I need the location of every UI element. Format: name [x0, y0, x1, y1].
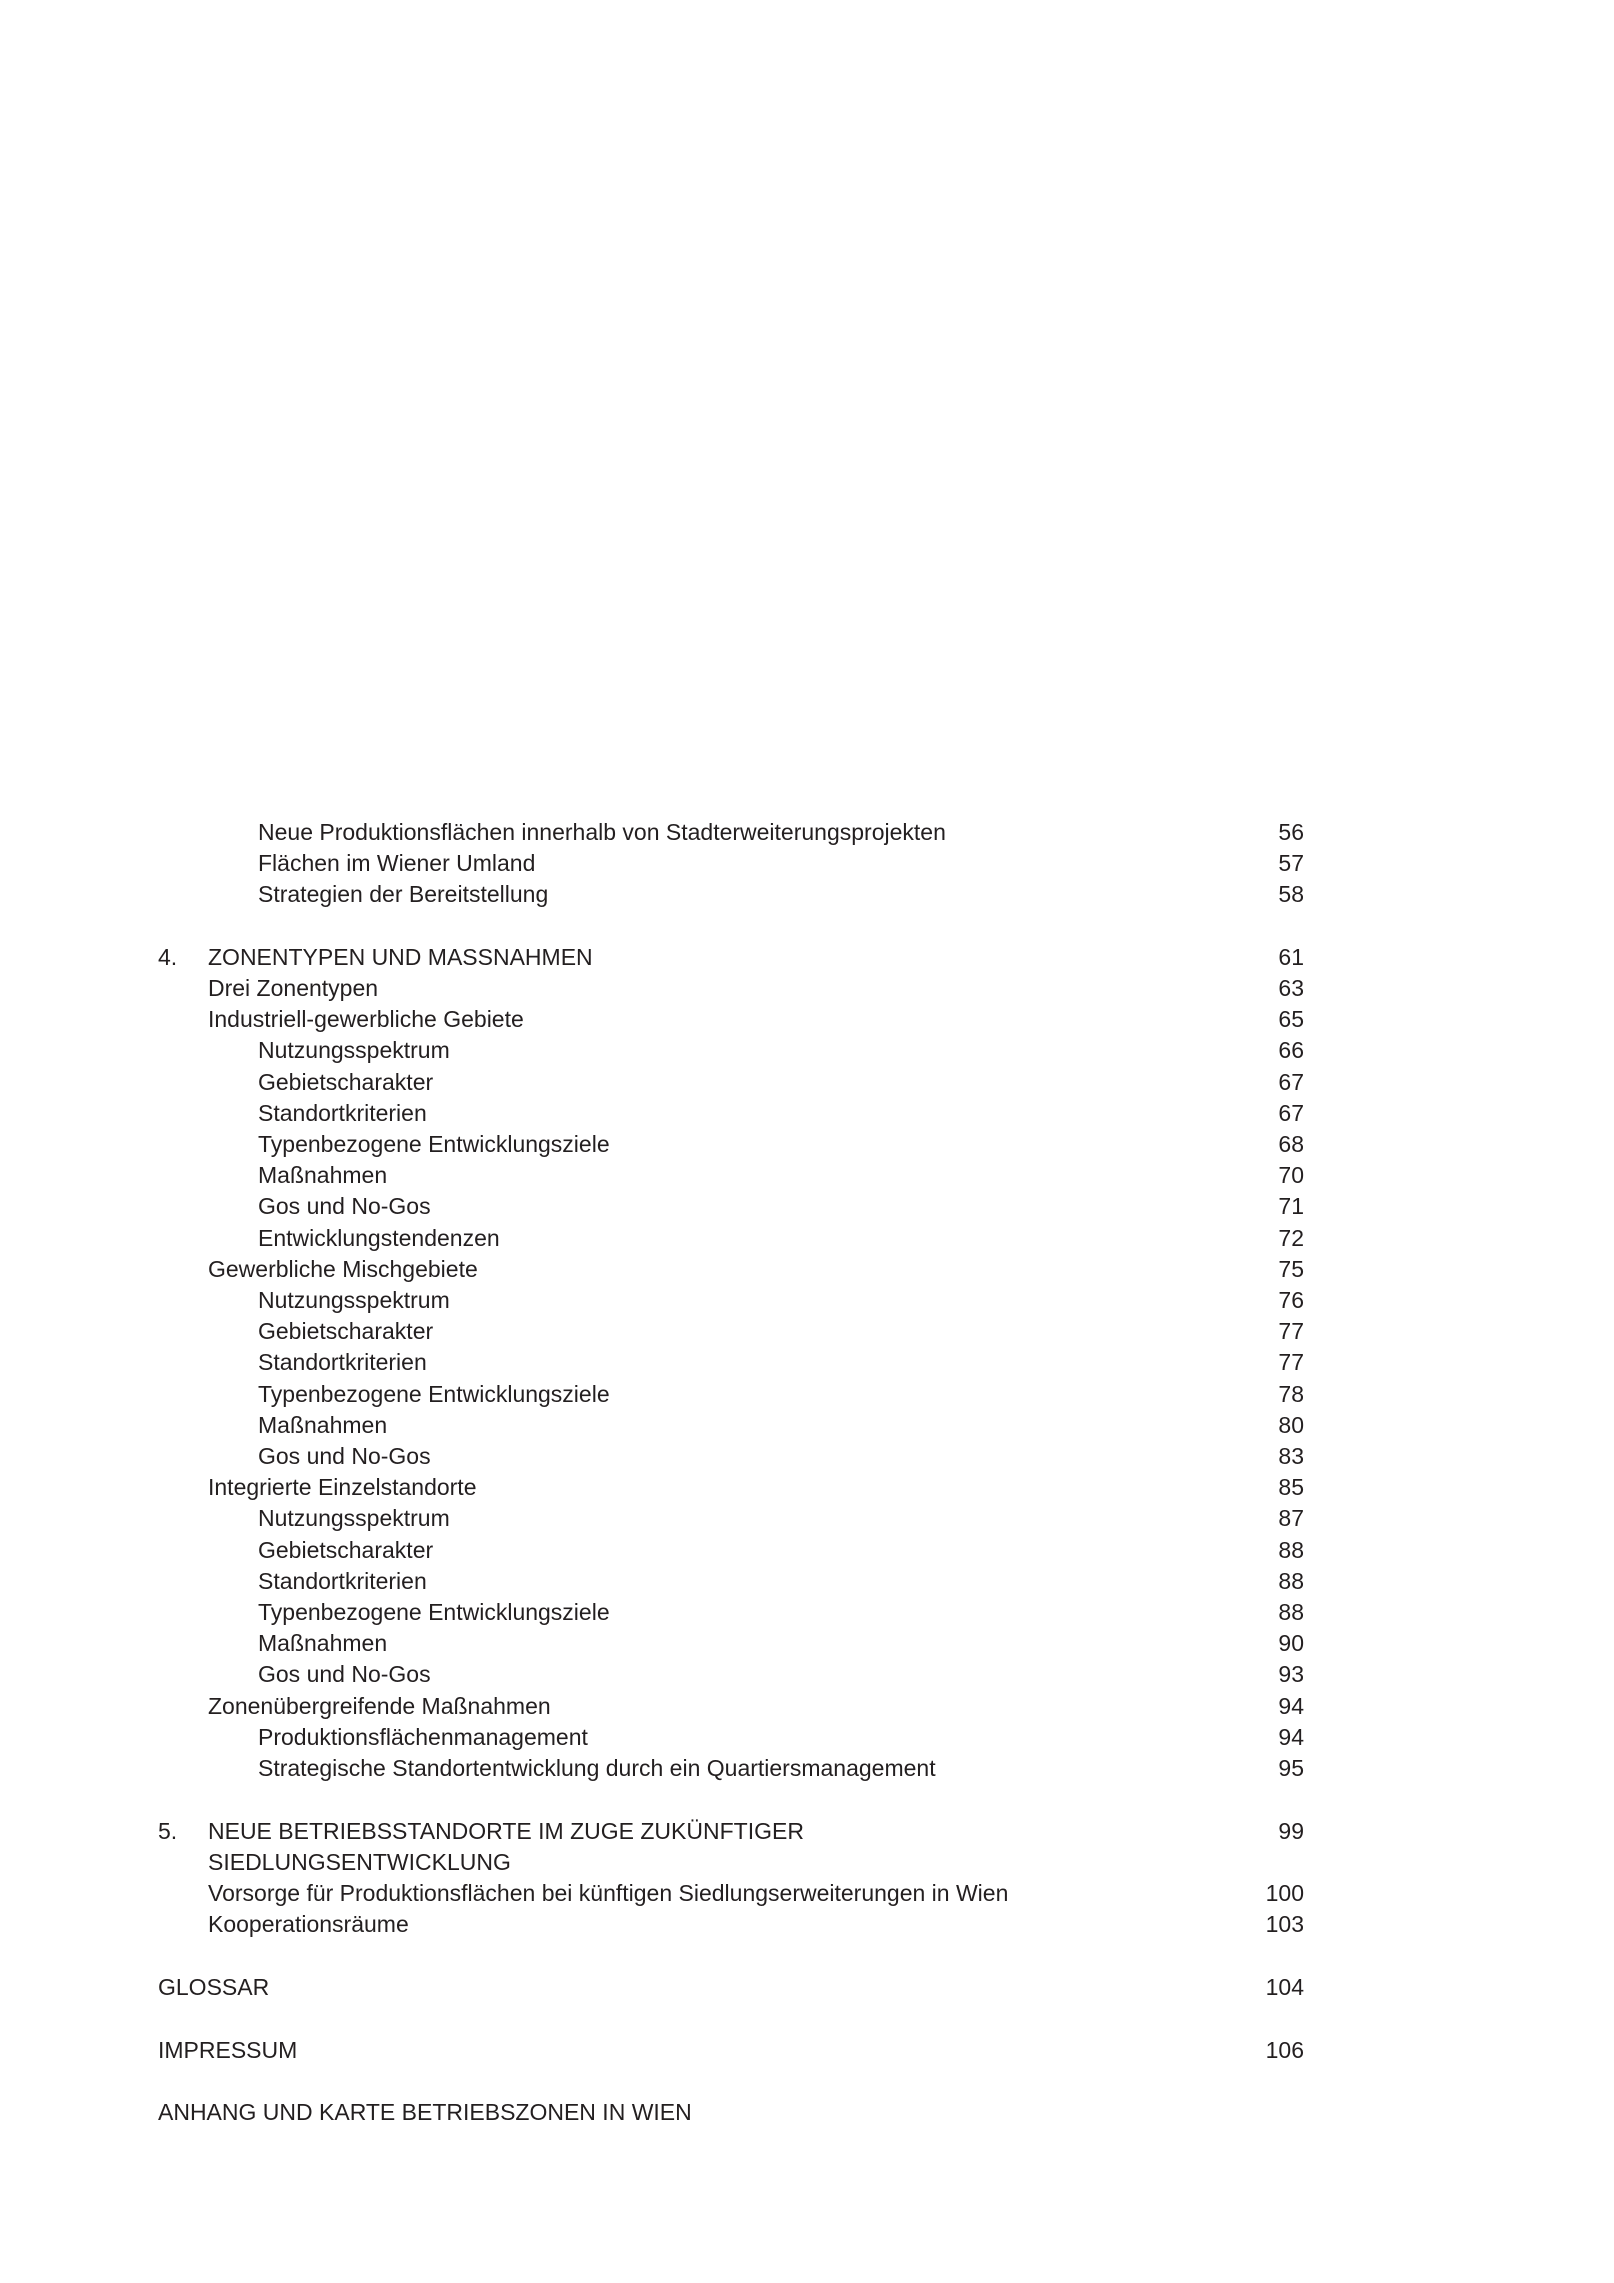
toc-entry	[0, 1034, 1614, 1066]
toc-entry-page: 88	[1278, 1599, 1304, 1625]
toc-section-glossar	[0, 1971, 1614, 2003]
toc-entry	[0, 1284, 1614, 1316]
toc-entry-page: 61	[1278, 944, 1304, 970]
toc-entry-page: 67	[1278, 1100, 1304, 1126]
toc-entry-title: Maßnahmen	[258, 1630, 388, 1656]
toc-entry-title: Integrierte Einzelstandorte	[208, 1474, 477, 1500]
toc-entry-title: Nutzungsspektrum	[258, 1287, 450, 1313]
toc-chapter-title-continued: SIEDLUNGSENTWICKLUNG	[208, 1849, 511, 1875]
toc-entry-title: Entwicklungstendenzen	[258, 1225, 500, 1251]
toc-entry-title: Maßnahmen	[258, 1162, 388, 1188]
toc-entry-title: Standortkriterien	[258, 1100, 427, 1126]
toc-section-impressum	[0, 2034, 1614, 2066]
toc-entry	[0, 1534, 1614, 1566]
toc-entry-page: 63	[1278, 975, 1304, 1001]
toc-entry-title: Gebietscharakter	[258, 1537, 434, 1563]
toc-entry	[0, 1315, 1614, 1347]
toc-chapter-4	[0, 941, 1614, 973]
toc-entry-page: 77	[1278, 1349, 1304, 1375]
toc-entry-title: Industriell-gewerbliche Gebiete	[208, 1006, 524, 1032]
toc-entry-page: 94	[1278, 1724, 1304, 1750]
toc-entry-page: 99	[1278, 1818, 1304, 1844]
toc-entry-title: Typenbezogene Entwicklungsziele	[258, 1599, 610, 1625]
toc-entry-title: Nutzungsspektrum	[258, 1037, 450, 1063]
toc-entry-title: Gos und No-Gos	[258, 1443, 431, 1469]
toc-entry	[0, 1003, 1614, 1035]
toc-entry-page: 80	[1278, 1412, 1304, 1438]
toc-entry	[0, 878, 1614, 910]
toc-entry	[0, 1690, 1614, 1722]
toc-entry	[0, 1502, 1614, 1534]
toc-chapter-title: ZONENTYPEN UND MASSNAHMEN	[208, 944, 593, 970]
toc-entry-page: 75	[1278, 1256, 1304, 1282]
toc-entry	[0, 1159, 1614, 1191]
toc-entry-page: 66	[1278, 1037, 1304, 1063]
toc-entry-page: 93	[1278, 1661, 1304, 1687]
toc-section-anhang	[0, 2096, 1614, 2128]
toc-entry-page: 88	[1278, 1568, 1304, 1594]
toc-entry	[0, 1346, 1614, 1378]
toc-entry-title: Strategische Standortentwicklung durch ein Quartiersmanagement	[258, 1755, 936, 1781]
toc-entry-page: 106	[1265, 2037, 1304, 2063]
toc-entry-page: 90	[1278, 1630, 1304, 1656]
toc-entry-page: 56	[1278, 819, 1304, 845]
toc-entry	[0, 1877, 1614, 1909]
toc-entry	[0, 1253, 1614, 1285]
toc-chapter-number: 4.	[158, 944, 178, 970]
toc-entry	[0, 1222, 1614, 1254]
toc-entry-title: Gebietscharakter	[258, 1318, 434, 1344]
toc-entry-page: 104	[1265, 1974, 1304, 2000]
toc-entry-title: Kooperationsräume	[208, 1911, 409, 1937]
toc-entry	[0, 1409, 1614, 1441]
toc-entry-title: Drei Zonentypen	[208, 975, 379, 1001]
toc-entry	[0, 1378, 1614, 1410]
toc-entry	[0, 1066, 1614, 1098]
toc-entry-title: Typenbezogene Entwicklungsziele	[258, 1131, 610, 1157]
toc-entry-page: 58	[1278, 881, 1304, 907]
toc-entry-page: 87	[1278, 1505, 1304, 1531]
toc-entry-title: GLOSSAR	[158, 1974, 270, 2000]
toc-entry-title: Produktionsflächenmanagement	[258, 1724, 588, 1750]
toc-entry	[0, 1440, 1614, 1472]
toc-entry-title: IMPRESSUM	[158, 2037, 298, 2063]
toc-entry	[0, 972, 1614, 1004]
toc-entry	[0, 1565, 1614, 1597]
toc-chapter-number: 5.	[158, 1818, 178, 1844]
toc-entry-title: Neue Produktionsflächen innerhalb von Stadterweiterungsprojekten	[258, 819, 946, 845]
toc-entry	[0, 1471, 1614, 1503]
toc-entry-page: 83	[1278, 1443, 1304, 1469]
toc-entry	[0, 1097, 1614, 1129]
toc-entry-title: Strategien der Bereitstellung	[258, 881, 549, 907]
toc-entry-page: 77	[1278, 1318, 1304, 1344]
toc-entry	[0, 1721, 1614, 1753]
toc-entry-title: Vorsorge für Produktionsflächen bei künftigen Siedlungserweiterungen in Wien	[208, 1880, 1009, 1906]
toc-entry-page: 72	[1278, 1225, 1304, 1251]
toc-entry	[0, 1128, 1614, 1160]
toc-entry	[0, 1752, 1614, 1784]
toc-entry-title: Gewerbliche Mischgebiete	[208, 1256, 478, 1282]
toc-entry-page: 65	[1278, 1006, 1304, 1032]
toc-entry	[0, 1596, 1614, 1628]
toc-entry-page: 85	[1278, 1474, 1304, 1500]
toc-entry-page: 100	[1265, 1880, 1304, 1906]
toc-entry-page: 68	[1278, 1131, 1304, 1157]
toc-entry-page: 78	[1278, 1381, 1304, 1407]
toc-entry-title: Nutzungsspektrum	[258, 1505, 450, 1531]
toc-entry-title: Standortkriterien	[258, 1568, 427, 1594]
toc-chapter-title: NEUE BETRIEBSSTANDORTE IM ZUGE ZUKÜNFTIGER	[208, 1818, 804, 1844]
toc-entry-page: 57	[1278, 850, 1304, 876]
toc-entry	[0, 1190, 1614, 1222]
toc-entry-page: 103	[1265, 1911, 1304, 1937]
toc-entry-title: Standortkriterien	[258, 1349, 427, 1375]
toc-entry-page: 94	[1278, 1693, 1304, 1719]
toc-entry	[0, 1908, 1614, 1940]
toc-entry-title: Gebietscharakter	[258, 1069, 434, 1095]
toc-entry-title: Maßnahmen	[258, 1412, 388, 1438]
toc-entry-title: Flächen im Wiener Umland	[258, 850, 536, 876]
toc-entry	[0, 1627, 1614, 1659]
toc-entry-title: Gos und No-Gos	[258, 1661, 431, 1687]
toc-chapter-5-continued	[0, 1846, 1614, 1878]
toc-entry-title: ANHANG UND KARTE BETRIEBSZONEN IN WIEN	[158, 2099, 692, 2125]
toc-entry-page: 95	[1278, 1755, 1304, 1781]
toc-entry-title: Gos und No-Gos	[258, 1193, 431, 1219]
toc-chapter-5	[0, 1815, 1614, 1847]
toc-entry	[0, 1658, 1614, 1690]
toc-entry-page: 76	[1278, 1287, 1304, 1313]
toc-entry	[0, 847, 1614, 879]
toc-entry-title: Typenbezogene Entwicklungsziele	[258, 1381, 610, 1407]
toc-entry-title: Zonenübergreifende Maßnahmen	[208, 1693, 551, 1719]
toc-entry-page: 67	[1278, 1069, 1304, 1095]
toc-entry-page: 71	[1278, 1193, 1304, 1219]
toc-entry-page: 88	[1278, 1537, 1304, 1563]
toc-entry	[0, 816, 1614, 848]
toc-entry-page: 70	[1278, 1162, 1304, 1188]
